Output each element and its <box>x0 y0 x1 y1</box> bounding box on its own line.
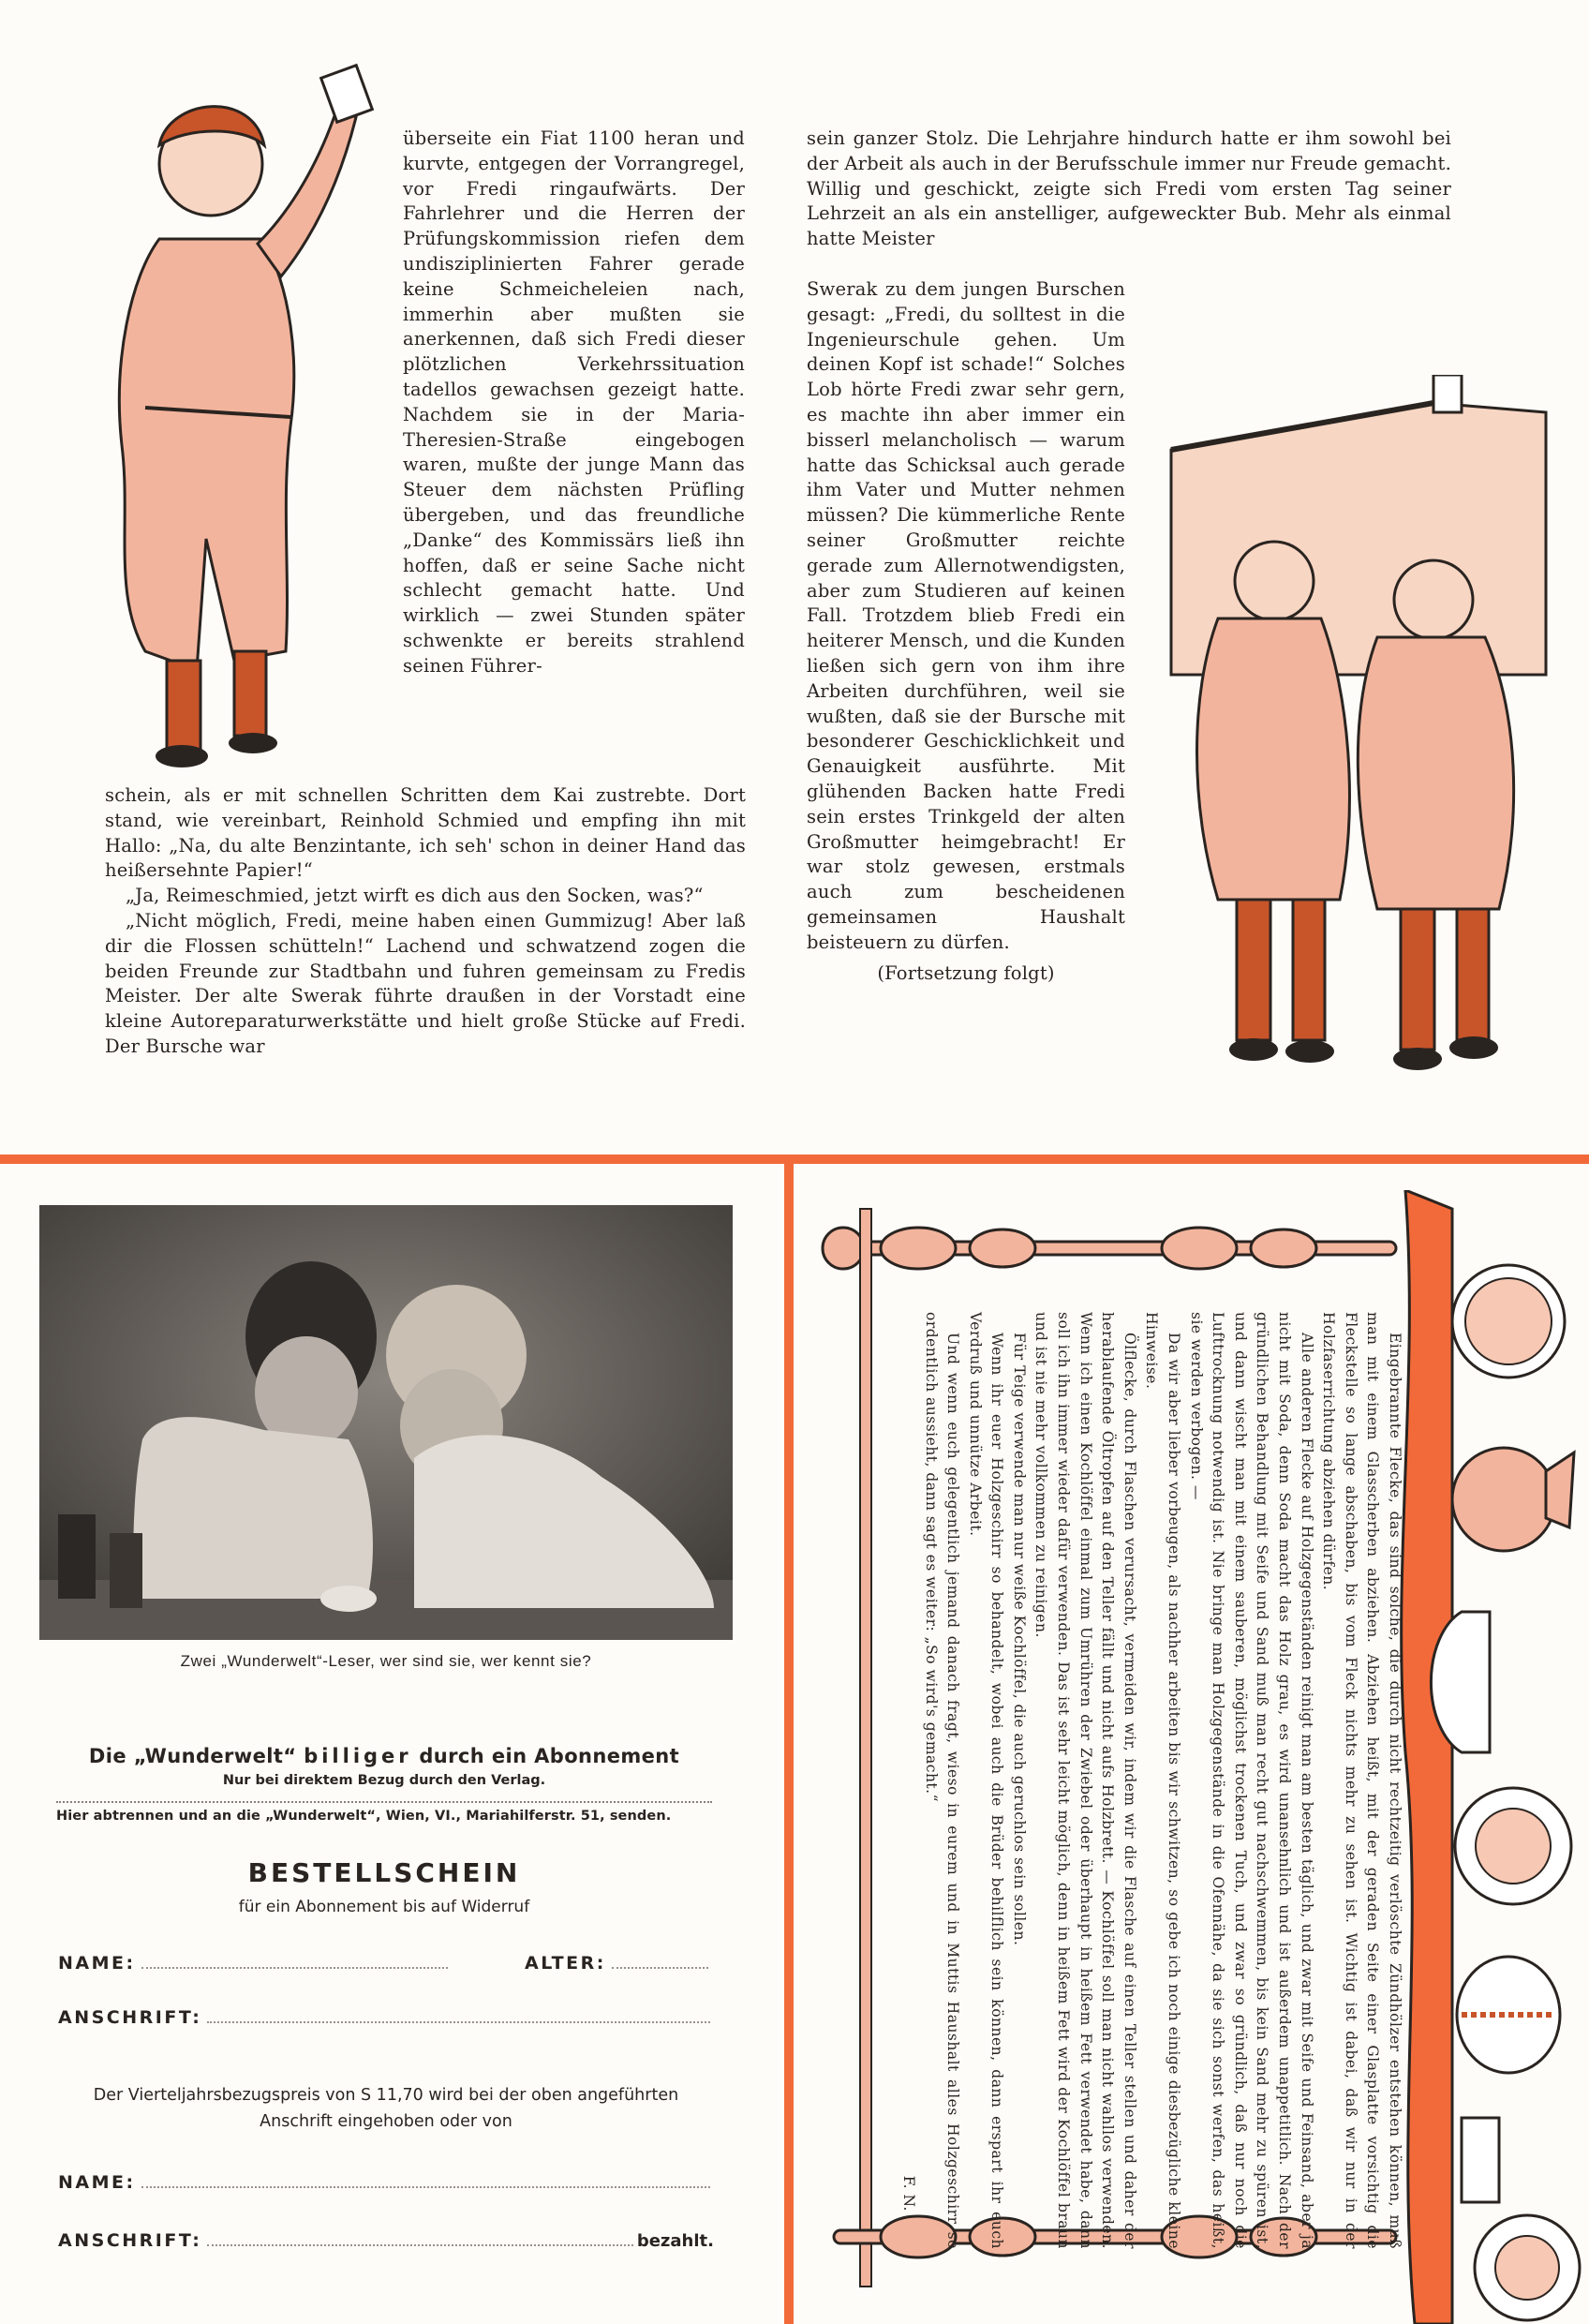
story-paragraph: „Nicht möglich, Fredi, meine haben einen Gummizug! Aber laß dir die Flossen schütteln!“ Lachend und schwatzend zogen die beiden Freunde zur Stadtbahn und fuhren gemeinsam zu Fredis Meister. Der alte Swerak führte draußen in der Vorstadt eine kleine Autoreparaturwerkstätte und hielt große Stücke auf Fredi. Der Bursche war <box>105 909 746 1057</box>
promo-title-emphasis: billiger <box>304 1745 412 1767</box>
story-column-left <box>105 783 746 1060</box>
address-label: ANSCHRIFT: <box>58 2007 202 2028</box>
story-paragraph: schein, als er mit schnellen Schritten dem Kai zustrebte. Dort stand, wie vereinbart, Reinhold Schmied und empfing ihn mit Hallo: „Na, du alte Benzintante, ich seh' schon in deiner Hand das heißersehnte Papier!“ <box>105 784 746 882</box>
tips-paragraph: Und wenn euch gelegentlich jemand danach fragt, wieso in eurem und in Muttis Haushalt alles Holzgeschirr so ordentlich aussieht, dann sagt es weiter: „So wird's gemacht.“ <box>922 1312 962 2249</box>
promo-subtitle: Nur bei direktem Bezug durch den Verlag. <box>222 1773 546 1788</box>
illustration-two-young-men-walking <box>1152 375 1555 1096</box>
promo-title-part: Die „Wunderwelt“ <box>88 1745 297 1767</box>
story-column-wrap-left <box>403 127 745 679</box>
tear-off-line <box>56 1794 712 1803</box>
photo-two-boys-reading <box>39 1205 733 1640</box>
name-field[interactable] <box>58 1953 452 1974</box>
photo-caption: Zwei „Wunderwelt“-Leser, wer sind sie, wer kennt sie? <box>180 1652 592 1670</box>
dish-plate-1 <box>1452 1265 1565 1378</box>
tips-paragraph: Für Teige verwende man nur weiße Kochlöffel, die auch geruchlos sein sollen. <box>1010 1333 1028 1946</box>
tips-article <box>897 1312 1405 2249</box>
order-form-title: BESTELLSCHEIN <box>247 1857 521 1888</box>
tips-paragraph: Eingebrannte Flecke, das sind solche, die durch nicht rechtzeitig verlöschte Zündhölzer entstehen können, muß man mit einem Glasscherben abziehen. Abziehen heißt, mit der geraden Seite einer Glasplatte vorsichtig die Fleckstelle so lange abschaben, bis vom Fleck nichts mehr zu sehen ist. Wichtig ist dabei, daß wir nur in der Holzfaserrichtung abziehen dürfen. <box>1320 1312 1403 2249</box>
story-column-wrap-right <box>807 277 1125 986</box>
author-signature: F. N. <box>899 2175 917 2212</box>
dish-box <box>1462 2118 1499 2202</box>
address-field[interactable] <box>58 2007 714 2028</box>
payer-address-input-line[interactable] <box>207 2244 633 2246</box>
name-label: NAME: <box>58 1953 136 1974</box>
subscription-promo <box>56 1745 712 1824</box>
tips-paragraph: Wenn ihr euer Holzgeschirr so behandelt, wobei auch die Brüder behilflich sein können, dann erspart ihr euch Verdruß und unnütze Arbeit. <box>966 1312 1006 2249</box>
promo-title-part: durch ein Abonnement <box>419 1745 680 1767</box>
story-column-right-top <box>807 127 1451 252</box>
dish-plate-3 <box>1475 2215 1580 2320</box>
horizontal-divider <box>0 1155 1589 1164</box>
continued-note: (Fortsetzung folgt) <box>877 961 1055 984</box>
age-field[interactable] <box>525 1953 712 1974</box>
order-form-subtitle: für ein Abonnement bis auf Widerruf <box>238 1898 530 1916</box>
story-paragraph: „Ja, Reimeschmied, jetzt wirft es dich aus den Socken, was?“ <box>126 885 704 907</box>
payer-name-label: NAME: <box>58 2172 136 2193</box>
age-input-line[interactable] <box>612 1967 708 1969</box>
illustration-man-with-license <box>56 52 403 773</box>
tear-off-instruction: Hier abtrennen und an die „Wunderwelt“, Wien, VI., Mariahilferstr. 51, senden. <box>56 1809 672 1824</box>
tips-paragraph: Alle anderen Flecke auf Holzgegenständen reinigt man am besten täglich, und zwar mit Seife und Feinsand, aber ja nicht mit Soda, denn Soda macht das Holz grau, es wird unansehnlich und ist außerdem unappetitlich. Nach der gründlichen Behandlung mit Seife und Sand muß man recht gut nachschwemmen, bis kein Sand mehr zu spüren ist, und dann wischt man mit einem sauberen, möglichst trockenen Tuch, und zwar so gründlich, daß nur noch die Lufttrocknung notwendig ist. Nie bringe man Holzgegenstände in die Ofennähe, da sie sich sonst werfen, das heißt, sie werden verbogen. — <box>1187 1312 1315 2249</box>
payer-address-field[interactable] <box>58 2230 714 2251</box>
payer-name-input-line[interactable] <box>141 2186 710 2188</box>
name-input-line[interactable] <box>141 1967 448 1969</box>
rotated-article-holzgeschirr <box>881 1274 1405 2268</box>
dish-plate-2 <box>1455 1788 1571 1904</box>
story-paragraph: Swerak zu dem jungen Burschen gesagt: „Fredi, du solltest in die Ingenieurschule gehen. Um deinen Kopf ist schade!“ Solches Lob hörte Fredi zwar sehr gern, es machte ihn aber immer ein bisserl melancholisch — warum hatte das Schicksal auch gerade ihm Vater und Mutter nehmen müssen? Die kümmerliche Rente seiner Großmutter reichte gerade zum Allernotwendigsten, aber zum Studieren auf keinen Fall. Trotzdem blieb Fredi ein heiterer Mensch, und die Kunden ließen sich gern von ihm ihre Arbeiten durchführen, weil sie wußten, daß sie der Bursche mit besonderer Geschicklichkeit und Genauigkeit ausführte. Mit glühenden Backen hatte Fredi sein erstes Trinkgeld der alten Großmutter heimgebracht! Er war stolz gewesen, erstmals auch zum bescheidenen gemeinsamen Haushalt beisteuern zu dürfen. <box>807 278 1125 953</box>
story-paragraph: überseite ein Fiat 1100 heran und kurvte, entgegen der Vorrangregel, vor Fredi ringaufwärts. Der Fahrlehrer und die Herren der Prüfungskommission riefen dem undisziplinierten Fahrer gerade keine Schmeicheleien nach, immerhin aber mußten sie anerkennen, daß sich Fredi dieser plötzlichen Verkehrssituation tadellos gewachsen gezeigt hatte. Nachdem sie in der Maria-Theresien-Straße eingebogen waren, mußte der junge Mann das Steuer dem nächsten Prüfling übergeben, und das freundliche „Danke“ des Kommissärs ließ ihn hoffen, daß er seine Sache nicht schlecht gemacht hatte. Und wirklich — zwei Stunden später schwenkte er bereits strahlend seinen Führer- <box>403 127 745 677</box>
price-note: Der Vierteljahrsbezugspreis von S 11,70 wird bei der oben angeführten Anschrift eingehoben oder von <box>93 2086 679 2131</box>
vertical-divider <box>784 1164 794 2324</box>
payer-address-label: ANSCHRIFT: <box>58 2230 202 2251</box>
dish-pot <box>1457 1957 1560 2073</box>
story-paragraph: sein ganzer Stolz. Die Lehrjahre hindurch hatte er ihm sowohl bei der Arbeit als auch in der Berufsschule immer nur Freude gemacht. Willig und geschickt, zeigte sich Fredi vom ersten Tag seiner Lehrzeit an als ein anstelliger, aufgeweckter Bub. Mehr als einmal hatte Meister <box>807 127 1451 250</box>
paid-label: bezahlt. <box>636 2231 714 2251</box>
payer-name-field[interactable] <box>58 2172 714 2193</box>
dish-jug <box>1452 1448 1574 1551</box>
tips-paragraph: Ölflecke, durch Flaschen verursacht, vermeiden wir, indem wir die Flasche auf einen Teller stellen und daher der herablaufende Öltropfen auf den Teller fällt und nicht aufs Holzbrett. — Kochlöffel soll man nicht wahllos verwenden. Wenn ich einen Kochlöffel einmal zum Umrühren der Zwiebel oder überhaupt in heißem Fett verwendet habe, dann soll ich ihn immer wieder dafür verwenden. Das ist sehr leicht möglich, denn in heißem Fett wird der Kochlöffel braun und ist nie mehr vollkommen zu reinigen. <box>1032 1312 1138 2249</box>
tips-paragraph: Da wir aber lieber vorbeugen, als nachher arbeiten bis wir schwitzen, so gebe ich noch einige diesbezügliche kleine Hinweise. <box>1143 1312 1183 2249</box>
age-label: ALTER: <box>525 1953 606 1974</box>
promo-title <box>56 1745 712 1767</box>
address-input-line[interactable] <box>207 2021 710 2023</box>
